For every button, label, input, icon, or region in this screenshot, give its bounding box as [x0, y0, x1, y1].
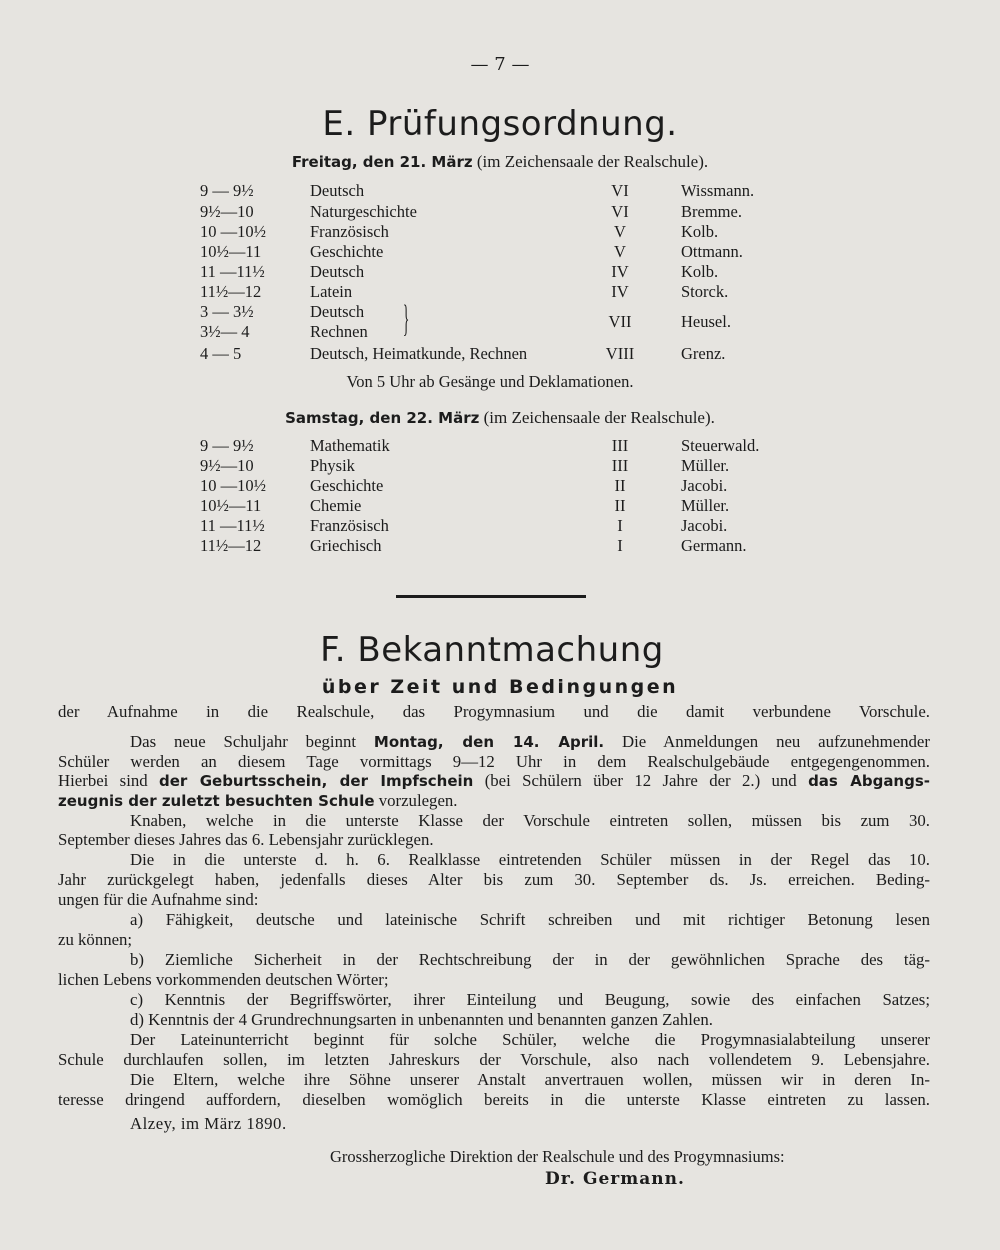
body-line — [58, 771, 930, 791]
friday-day: Freitag, den 21. März — [291, 153, 473, 171]
friday-row — [200, 322, 800, 342]
teacher: Storck. — [681, 282, 729, 301]
subject: Geschichte — [310, 242, 384, 261]
time: 9½—10 — [200, 456, 254, 475]
friday-row — [200, 282, 800, 302]
time: 11 —11½ — [200, 262, 265, 281]
body-line: Jahr zurückgelegt haben, jedenfalls dieses Alter bis zum 30. September ds. Js. erreichen. Beding- — [58, 870, 930, 889]
saturday-row — [200, 476, 800, 496]
section-f-heading: F. Bekanntmachung — [320, 630, 664, 670]
teacher: Heusel. — [681, 312, 731, 331]
subject: Chemie — [310, 496, 362, 515]
class: VI — [611, 181, 629, 200]
friday-row — [200, 222, 800, 242]
body-line: b) Ziemliche Sicherheit in der Rechtschreibung der in der gewöhnlichen Sprache des täg- — [130, 950, 930, 969]
friday-note: Von 5 Uhr ab Gesänge und Deklamationen. — [346, 372, 634, 391]
time: 11½—12 — [200, 536, 262, 555]
teacher: Germann. — [681, 536, 747, 555]
section-f-subheading: über Zeit und Bedingungen — [321, 676, 679, 698]
class: III — [611, 456, 629, 475]
subject: Geschichte — [310, 476, 384, 495]
subject: Griechisch — [310, 536, 382, 555]
teacher: Kolb. — [681, 222, 719, 241]
text-run: Das neue Schuljahr beginnt — [130, 732, 374, 751]
page-number: — 7 — — [470, 54, 530, 75]
subject: Französisch — [310, 516, 389, 535]
subject: Deutsch — [310, 181, 365, 200]
time: 3½— 4 — [200, 322, 250, 341]
body-line: Die Eltern, welche ihre Söhne unserer Anstalt anvertrauen wollen, müssen wir in deren In- — [130, 1070, 930, 1089]
subject: Physik — [310, 456, 355, 475]
time: 9½—10 — [200, 202, 254, 221]
body-line: a) Fähigkeit, deutsche und lateinische Schrift schreiben und mit richtiger Betonung lesen — [130, 910, 930, 929]
saturday-place: (im Zeichensaale der Realschule). — [483, 408, 715, 427]
body-line: d) Kenntnis der 4 Grundrechnungsarten in unbenannten und benannten ganzen Zahlen. — [130, 1010, 713, 1029]
class: II — [614, 476, 626, 495]
subject: Latein — [310, 282, 353, 301]
class: II — [614, 496, 626, 515]
subject: Deutsch, Heimatkunde, Rechnen — [310, 344, 528, 363]
saturday-heading — [0, 408, 1000, 428]
signature-line: Grossherzogliche Direktion der Realschule und des Progymnasiums: — [330, 1147, 785, 1166]
class: VIII — [605, 344, 635, 363]
section-divider — [396, 595, 586, 598]
body-line: September dieses Jahres das 6. Lebensjahr zurücklegen. — [58, 830, 434, 849]
subject: Naturgeschichte — [310, 202, 417, 221]
brace-icon: } — [402, 298, 410, 340]
class: VII — [608, 312, 632, 331]
teacher: Müller. — [681, 496, 730, 515]
teacher: Ottmann. — [681, 242, 743, 261]
start-date: Montag, den 14. April. — [373, 733, 605, 751]
friday-row — [200, 242, 800, 262]
time: 9 — 9½ — [200, 436, 254, 455]
text-run: vorzulegen. — [374, 791, 458, 810]
body-line — [58, 791, 930, 811]
teacher: Bremme. — [681, 202, 742, 221]
body-line: Knaben, welche in die unterste Klasse der Vorschule eintreten sollen, müssen bis zum 30. — [130, 811, 930, 830]
subject: Deutsch — [310, 262, 365, 281]
class: V — [614, 222, 626, 241]
friday-heading — [0, 152, 1000, 172]
section-e-heading: E. Prüfungsordnung. — [322, 104, 678, 144]
body-line — [58, 732, 930, 752]
signature-name: Dr. Germann. — [545, 1169, 685, 1189]
subject: Rechnen — [310, 322, 368, 341]
body-line: Die in die unterste d. h. 6. Realklasse eintretenden Schüler müssen in der Regel das 10. — [130, 850, 930, 869]
class: IV — [611, 282, 629, 301]
subject: Deutsch — [310, 302, 365, 321]
leaving-cert: das Abgangs- — [808, 772, 931, 790]
time: 10½—11 — [200, 242, 262, 261]
body-line: der Aufnahme in die Realschule, das Progymnasium und die damit verbundene Vorschule. — [58, 702, 930, 721]
body-line: Schule durchlaufen sollen, im letzten Jahreskurs der Vorschule, also nach vollendetem 9. Lebensjahre. — [58, 1050, 930, 1069]
place-date: Alzey, im März 1890. — [130, 1114, 287, 1133]
body-line: zu können; — [58, 930, 133, 949]
body-line: c) Kenntnis der Begriffswörter, ihrer Einteilung und Beugung, sowie des einfachen Satzes; — [130, 990, 930, 1009]
saturday-day: Samstag, den 22. März — [285, 409, 480, 427]
body-line: lichen Lebens vorkommenden deutschen Wörter; — [58, 970, 389, 989]
teacher: Wissmann. — [681, 181, 755, 200]
body-line: Schüler werden an diesem Tage vormittags 9—12 Uhr in dem Realschulgebäude entgegengenommen. — [58, 752, 930, 771]
required-docs: der Geburtsschein, der Impfschein — [159, 772, 474, 790]
saturday-row — [200, 436, 800, 456]
text-run: Die Anmeldungen neu aufzunehmender — [604, 732, 930, 751]
saturday-row — [200, 496, 800, 516]
teacher: Müller. — [681, 456, 730, 475]
subject: Französisch — [310, 222, 389, 241]
teacher: Kolb. — [681, 262, 719, 281]
saturday-row — [200, 456, 800, 476]
time: 4 — 5 — [200, 344, 242, 363]
teacher: Jacobi. — [681, 516, 728, 535]
friday-row — [200, 202, 800, 222]
time: 11½—12 — [200, 282, 262, 301]
body-line: Der Lateinunterricht beginnt für solche Schüler, welche die Progymnasialabteilung unserer — [130, 1030, 930, 1049]
subject: Mathematik — [310, 436, 390, 455]
saturday-row — [200, 516, 800, 536]
time: 10 —10½ — [200, 476, 266, 495]
class: I — [617, 536, 623, 555]
class: IV — [611, 262, 629, 281]
text-run: (bei Schülern über 12 Jahre der 2.) und — [473, 771, 809, 790]
time: 10 —10½ — [200, 222, 266, 241]
text-run: Hierbei sind — [58, 771, 160, 790]
last-school-cert: zeugnis der zuletzt besuchten Schule — [58, 792, 375, 810]
friday-row — [200, 181, 800, 201]
body-line: ungen für die Aufnahme sind: — [58, 890, 259, 909]
teacher: Grenz. — [681, 344, 726, 363]
friday-place: (im Zeichensaale der Realschule). — [476, 152, 709, 171]
friday-row — [200, 262, 800, 282]
class: VI — [611, 202, 629, 221]
time: 11 —11½ — [200, 516, 265, 535]
teacher: Steuerwald. — [681, 436, 760, 455]
time: 9 — 9½ — [200, 181, 254, 200]
time: 3 — 3½ — [200, 302, 254, 321]
teacher: Jacobi. — [681, 476, 728, 495]
class: III — [611, 436, 629, 455]
saturday-row — [200, 536, 800, 556]
class: V — [614, 242, 626, 261]
friday-row — [200, 344, 800, 364]
body-line: teresse dringend auffordern, dieselben womöglich bereits in die unterste Klasse eintreten zu lassen. — [58, 1090, 930, 1109]
time: 10½—11 — [200, 496, 262, 515]
class: I — [617, 516, 623, 535]
